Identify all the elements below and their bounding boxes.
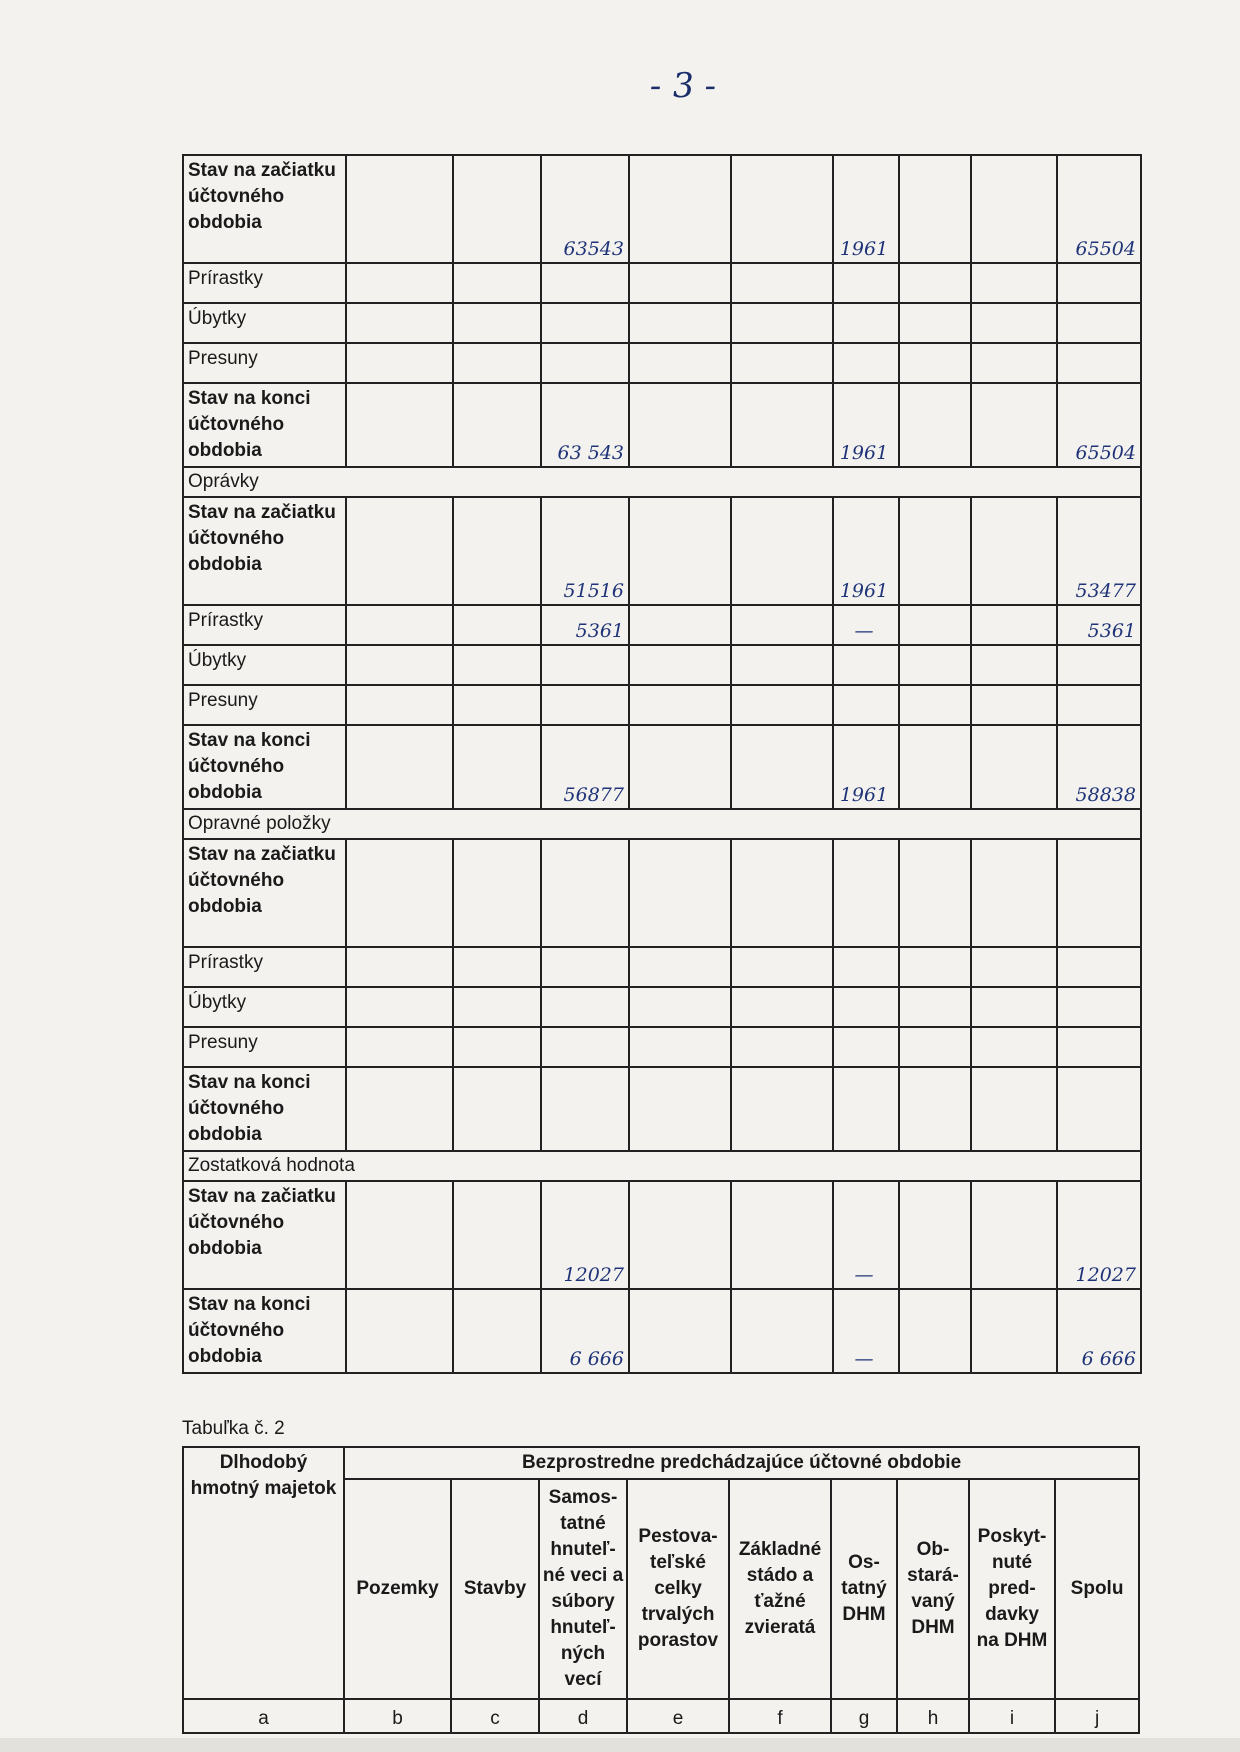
row-label: Úbytky	[183, 303, 346, 343]
col-header: Os-tatný DHM	[831, 1479, 897, 1699]
value-cell	[629, 1027, 731, 1067]
value-cell	[731, 263, 833, 303]
value-cell	[346, 645, 453, 685]
row-label: Prírastky	[183, 263, 346, 303]
value-cell: 5361	[541, 605, 629, 645]
value-cell	[1057, 645, 1141, 685]
value-cell	[629, 725, 731, 809]
value-cell	[346, 987, 453, 1027]
table-row	[183, 685, 1141, 725]
value-cell	[731, 1181, 833, 1289]
value-cell	[346, 947, 453, 987]
value-cell	[629, 1181, 731, 1289]
value-cell	[346, 303, 453, 343]
table-row	[183, 497, 1141, 605]
col-letter: g	[831, 1699, 897, 1733]
row-label: Stav na konci účtovného obdobia	[183, 1289, 346, 1373]
value-cell	[833, 263, 899, 303]
value-cell	[899, 383, 971, 467]
row-label: Stav na začiatku účtovného obdobia	[183, 839, 346, 947]
value-cell: 63 543	[541, 383, 629, 467]
value-cell	[731, 1027, 833, 1067]
value-cell: 1961	[833, 725, 899, 809]
col-letter: h	[897, 1699, 969, 1733]
value-cell	[629, 497, 731, 605]
value-cell	[731, 1067, 833, 1151]
value-cell	[971, 685, 1057, 725]
value-cell	[833, 987, 899, 1027]
value-cell	[453, 303, 541, 343]
value-cell	[629, 839, 731, 947]
value-cell	[453, 947, 541, 987]
value-cell	[629, 645, 731, 685]
value-cell	[453, 605, 541, 645]
table-row	[183, 1027, 1141, 1067]
value-cell	[453, 1289, 541, 1373]
value-cell	[453, 839, 541, 947]
value-cell	[833, 839, 899, 947]
row-label: Stav na konci účtovného obdobia	[183, 725, 346, 809]
value-cell	[731, 987, 833, 1027]
value-cell	[629, 303, 731, 343]
table-row	[183, 725, 1141, 809]
row-label: Presuny	[183, 343, 346, 383]
table-row	[183, 303, 1141, 343]
value-cell	[899, 343, 971, 383]
value-cell: 12027	[541, 1181, 629, 1289]
value-cell	[1057, 839, 1141, 947]
value-cell	[833, 685, 899, 725]
value-cell	[629, 383, 731, 467]
value-cell	[971, 303, 1057, 343]
row-label: Prírastky	[183, 947, 346, 987]
value-cell: 6 666	[541, 1289, 629, 1373]
col-header: Pozemky	[344, 1479, 451, 1699]
section-title: Oprávky	[183, 467, 1141, 497]
table-2-header	[182, 1446, 1140, 1734]
value-cell	[541, 645, 629, 685]
value-cell	[833, 947, 899, 987]
value-cell	[453, 1027, 541, 1067]
value-cell	[453, 645, 541, 685]
value-cell	[1057, 1027, 1141, 1067]
value-cell	[346, 263, 453, 303]
value-cell	[346, 343, 453, 383]
value-cell	[541, 343, 629, 383]
row-label: Úbytky	[183, 987, 346, 1027]
value-cell	[731, 1289, 833, 1373]
value-cell	[346, 1181, 453, 1289]
value-cell	[629, 263, 731, 303]
value-cell: 65504	[1057, 383, 1141, 467]
col-letter: e	[627, 1699, 729, 1733]
value-cell	[453, 987, 541, 1027]
value-cell: 65504	[1057, 155, 1141, 263]
value-cell	[629, 1289, 731, 1373]
value-cell	[731, 839, 833, 947]
value-cell	[629, 343, 731, 383]
value-cell	[899, 155, 971, 263]
value-cell: —	[833, 605, 899, 645]
value-cell	[971, 605, 1057, 645]
value-cell: 53477	[1057, 497, 1141, 605]
row-label: Prírastky	[183, 605, 346, 645]
col-header: Pestova-teľské celky trvalých porastov	[627, 1479, 729, 1699]
value-cell	[629, 685, 731, 725]
value-cell	[541, 987, 629, 1027]
value-cell	[971, 1289, 1057, 1373]
value-cell	[346, 725, 453, 809]
value-cell: 56877	[541, 725, 629, 809]
value-cell	[346, 497, 453, 605]
value-cell	[346, 1067, 453, 1151]
value-cell	[731, 155, 833, 263]
value-cell	[346, 605, 453, 645]
page-number-marker: - 3 -	[647, 66, 720, 106]
col-header: Poskyt-nuté pred-davky na DHM	[969, 1479, 1055, 1699]
value-cell	[731, 605, 833, 645]
value-cell	[899, 947, 971, 987]
row-label: Stav na konci účtovného obdobia	[183, 1067, 346, 1151]
value-cell	[971, 155, 1057, 263]
value-cell	[833, 1067, 899, 1151]
row-label: Úbytky	[183, 645, 346, 685]
col-letter: f	[729, 1699, 831, 1733]
table-caption: Tabuľka č. 2	[182, 1418, 285, 1439]
value-cell	[453, 725, 541, 809]
value-cell	[971, 1181, 1057, 1289]
page-edge	[0, 1738, 1240, 1752]
value-cell	[971, 1067, 1057, 1151]
value-cell: 6 666	[1057, 1289, 1141, 1373]
value-cell	[541, 303, 629, 343]
value-cell	[899, 987, 971, 1027]
value-cell	[899, 263, 971, 303]
col-a-header: Dlhodobý hmotný majetok	[183, 1447, 344, 1699]
table-row	[183, 645, 1141, 685]
value-cell: —	[833, 1181, 899, 1289]
value-cell	[899, 497, 971, 605]
value-cell	[453, 155, 541, 263]
value-cell	[971, 263, 1057, 303]
col-letter: i	[969, 1699, 1055, 1733]
value-cell	[541, 1027, 629, 1067]
value-cell	[971, 645, 1057, 685]
value-cell	[453, 343, 541, 383]
row-label: Stav na začiatku účtovného obdobia	[183, 497, 346, 605]
period-header: Bezprostredne predchádzajúce účtovné obdobie	[344, 1447, 1139, 1479]
value-cell	[1057, 263, 1141, 303]
value-cell	[541, 263, 629, 303]
value-cell	[731, 343, 833, 383]
value-cell	[346, 155, 453, 263]
value-cell: 63543	[541, 155, 629, 263]
col-letter: j	[1055, 1699, 1139, 1733]
value-cell	[899, 725, 971, 809]
value-cell	[899, 303, 971, 343]
value-cell	[833, 645, 899, 685]
value-cell: 58838	[1057, 725, 1141, 809]
value-cell	[541, 839, 629, 947]
table-row	[183, 1289, 1141, 1373]
col-header: Ob-stará-vaný DHM	[897, 1479, 969, 1699]
value-cell: 12027	[1057, 1181, 1141, 1289]
row-label: Presuny	[183, 1027, 346, 1067]
value-cell	[833, 303, 899, 343]
value-cell	[629, 1067, 731, 1151]
table-row	[183, 987, 1141, 1027]
col-letter: b	[344, 1699, 451, 1733]
table-row	[183, 383, 1141, 467]
table-row	[183, 839, 1141, 947]
col-header: Základné stádo a ťažné zvieratá	[729, 1479, 831, 1699]
value-cell	[899, 1067, 971, 1151]
value-cell	[346, 1027, 453, 1067]
value-cell	[453, 497, 541, 605]
value-cell	[731, 383, 833, 467]
col-letter: d	[539, 1699, 627, 1733]
value-cell	[541, 685, 629, 725]
value-cell	[971, 725, 1057, 809]
value-cell	[1057, 343, 1141, 383]
value-cell	[453, 1181, 541, 1289]
value-cell	[899, 1289, 971, 1373]
value-cell: 51516	[541, 497, 629, 605]
value-cell	[731, 685, 833, 725]
value-cell	[629, 605, 731, 645]
table-row	[183, 155, 1141, 263]
section-row	[183, 467, 1141, 497]
value-cell	[453, 1067, 541, 1151]
asset-movement-table	[182, 154, 1142, 1374]
row-label: Stav na začiatku účtovného obdobia	[183, 1181, 346, 1289]
table-row	[183, 343, 1141, 383]
value-cell	[1057, 303, 1141, 343]
value-cell: 1961	[833, 497, 899, 605]
value-cell	[971, 1027, 1057, 1067]
table-row	[183, 1181, 1141, 1289]
value-cell: —	[833, 1289, 899, 1373]
value-cell	[731, 725, 833, 809]
value-cell	[541, 1067, 629, 1151]
value-cell	[731, 303, 833, 343]
table-row	[183, 263, 1141, 303]
value-cell	[731, 645, 833, 685]
value-cell	[346, 685, 453, 725]
value-cell	[899, 605, 971, 645]
col-header: Samos-tatné hnuteľ-né veci a súbory hnuteľ-ných vecí	[539, 1479, 627, 1699]
value-cell	[346, 1289, 453, 1373]
section-title: Zostatková hodnota	[183, 1151, 1141, 1181]
value-cell	[899, 645, 971, 685]
value-cell	[971, 383, 1057, 467]
col-letter: c	[451, 1699, 539, 1733]
value-cell	[629, 987, 731, 1027]
value-cell	[971, 947, 1057, 987]
value-cell	[971, 987, 1057, 1027]
value-cell	[971, 839, 1057, 947]
value-cell	[899, 839, 971, 947]
value-cell	[833, 343, 899, 383]
section-row	[183, 1151, 1141, 1181]
value-cell	[453, 383, 541, 467]
col-header: Spolu	[1055, 1479, 1139, 1699]
table-row	[183, 1067, 1141, 1151]
value-cell	[346, 383, 453, 467]
value-cell	[899, 1027, 971, 1067]
value-cell: 5361	[1057, 605, 1141, 645]
col-header: Stavby	[451, 1479, 539, 1699]
value-cell	[1057, 685, 1141, 725]
value-cell	[899, 685, 971, 725]
value-cell: 1961	[833, 383, 899, 467]
value-cell	[731, 497, 833, 605]
row-label: Stav na konci účtovného obdobia	[183, 383, 346, 467]
value-cell: 1961	[833, 155, 899, 263]
row-label: Presuny	[183, 685, 346, 725]
table-row	[183, 947, 1141, 987]
value-cell	[833, 1027, 899, 1067]
value-cell	[629, 947, 731, 987]
value-cell	[453, 263, 541, 303]
section-row	[183, 809, 1141, 839]
value-cell	[971, 343, 1057, 383]
value-cell	[629, 155, 731, 263]
section-title: Opravné položky	[183, 809, 1141, 839]
value-cell	[971, 497, 1057, 605]
value-cell	[899, 1181, 971, 1289]
table-row	[183, 605, 1141, 645]
value-cell	[541, 947, 629, 987]
value-cell	[1057, 987, 1141, 1027]
value-cell	[453, 685, 541, 725]
value-cell	[1057, 947, 1141, 987]
col-letter: a	[183, 1699, 344, 1733]
value-cell	[731, 947, 833, 987]
value-cell	[1057, 1067, 1141, 1151]
value-cell	[346, 839, 453, 947]
row-label: Stav na začiatku účtovného obdobia	[183, 155, 346, 263]
